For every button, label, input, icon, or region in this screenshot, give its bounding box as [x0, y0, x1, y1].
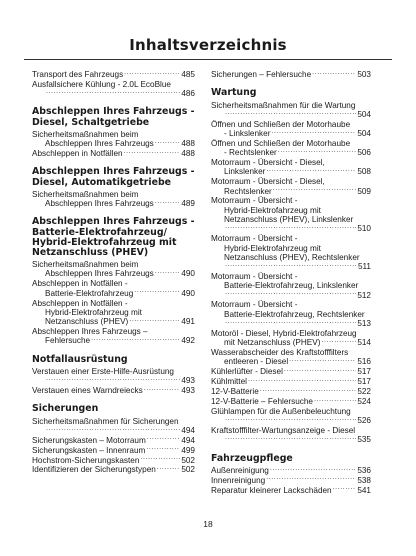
toc-entry: [211, 486, 371, 495]
entry-page-number: 517: [357, 367, 371, 377]
entry-line: [32, 199, 195, 208]
toc-entry: [32, 386, 195, 395]
toc-entry: [211, 407, 371, 426]
entry-page-number: 536: [357, 465, 371, 475]
entry-text: Rechtslenker: [224, 186, 272, 196]
toc-entry: [211, 397, 371, 406]
entry-text: Motorraum - Übersicht -: [211, 272, 298, 281]
entry-page-number: 491: [181, 317, 195, 327]
entry-line: [32, 465, 195, 474]
entry-text: Identifizieren der Sicherungstypen: [32, 465, 156, 475]
entry-page-number: 512: [357, 290, 371, 300]
dot-leader: [144, 386, 181, 393]
toc-entry: [211, 377, 371, 386]
entry-page-number: 494: [181, 425, 195, 435]
toc-section: [32, 404, 195, 474]
entry-line: [211, 435, 371, 444]
entry-text: Sicherheitsmaßnahmen beim: [32, 129, 139, 139]
dot-leader: [271, 129, 356, 136]
entry-text: Abschleppen in Notfällen -: [32, 279, 128, 289]
entry-text: Sicherheitsmaßnahmen beim: [32, 189, 139, 199]
toc-column-right: [211, 70, 371, 496]
dot-leader: [155, 139, 181, 146]
entry-page-number: 490: [181, 288, 195, 298]
toc-entry: [32, 260, 195, 279]
toc-entry: [32, 465, 195, 474]
entry-text: Innenreinigung: [211, 475, 266, 485]
entry-text: entleeren - Diesel: [224, 357, 289, 367]
entry-text: 12-V-Batterie – Fehlersuche: [211, 397, 313, 407]
entry-text: Abschleppen Ihres Fahrzeugs: [45, 269, 154, 279]
dot-leader: [314, 397, 356, 404]
entry-text: Sicherungskasten – Innenraum: [32, 445, 146, 455]
toc-entry: [32, 70, 195, 79]
toc-entry: [211, 101, 371, 120]
toc-entry: [211, 196, 371, 233]
dot-leader: [266, 476, 356, 483]
toc-entry: [211, 367, 371, 376]
entry-page-number: 516: [357, 357, 371, 367]
dot-leader: [155, 269, 181, 276]
entry-line: [32, 149, 195, 158]
dot-leader: [289, 357, 356, 364]
entry-line: [32, 336, 195, 345]
entry-line: [211, 187, 371, 196]
title-divider: [24, 59, 392, 60]
entry-line: [211, 367, 371, 376]
dot-leader: [270, 466, 357, 473]
entry-line: [211, 357, 371, 366]
entry-text: Motorraum - Übersicht -: [211, 196, 298, 206]
entry-text: Sicherheitsmaßnahmen beim: [32, 260, 139, 270]
dot-leader: [46, 89, 180, 96]
toc-section: [211, 88, 371, 444]
entry-line: [211, 387, 371, 396]
dot-leader: [155, 199, 181, 206]
entry-page-number: 486: [181, 89, 195, 99]
dot-leader: [146, 446, 180, 453]
entry-page-number: 508: [357, 167, 371, 177]
dot-leader: [225, 319, 356, 326]
entry-line: [32, 426, 195, 435]
toc-entry: [211, 348, 371, 367]
entry-page-number: 538: [357, 475, 371, 485]
entry-page-number: 510: [357, 224, 371, 234]
toc-entry: [32, 190, 195, 209]
page-title: Inhaltsverzeichnis: [129, 36, 287, 54]
dot-leader: [225, 224, 356, 231]
dot-leader: [260, 387, 357, 394]
entry-text: - Rechtslenker: [224, 148, 277, 158]
toc-entry: [211, 272, 371, 300]
dot-leader: [266, 167, 356, 174]
entry-line: [32, 376, 195, 385]
toc-entry: [211, 300, 371, 328]
entry-line: [211, 338, 371, 347]
dot-leader: [124, 70, 180, 77]
entry-line: [211, 148, 371, 157]
page-number: 18: [203, 519, 213, 529]
entry-page-number: 493: [181, 386, 195, 396]
toc-entry: [32, 299, 195, 327]
entry-text: Sicherheitsmaßnahmen für Sicherungen: [32, 416, 179, 426]
dot-leader: [124, 149, 181, 156]
dot-leader: [134, 289, 180, 296]
entry-page-number: 492: [181, 336, 195, 346]
toc-entry: [32, 149, 195, 158]
toc-entry: [211, 120, 371, 139]
toc-entry: [211, 70, 371, 79]
entry-text: Kraftstofffilter-Wartungsanzeige - Diesel: [211, 426, 356, 436]
entry-text: Transport des Fahrzeugs: [32, 70, 124, 79]
entry-line: [32, 289, 195, 298]
entry-line: [32, 317, 195, 326]
entry-text: Motorraum - Übersicht -: [211, 234, 298, 244]
entry-text: Sicherheitsmaßnahmen für die Wartung: [211, 100, 356, 110]
entry-text: Reparatur kleinerer Lackschäden: [211, 485, 332, 495]
dot-leader: [140, 456, 180, 463]
entry-line: [211, 70, 371, 79]
entry-line: [211, 397, 371, 406]
entry-page-number: 535: [357, 435, 371, 445]
entry-page-number: 488: [181, 139, 195, 149]
dot-leader: [129, 317, 180, 324]
entry-page-number: 489: [181, 199, 195, 209]
dot-leader: [248, 377, 356, 384]
entry-text: Öffnen und Schließen der Motorhaube: [211, 119, 351, 129]
entry-page-number: 502: [181, 465, 195, 475]
entry-line: [211, 110, 371, 119]
entry-text: Linkslenker: [224, 167, 266, 177]
toc-entry: [211, 234, 371, 271]
entry-text: Sicherungen – Fehlersuche: [211, 70, 312, 79]
entry-page-number: 506: [357, 148, 371, 158]
dot-leader: [91, 336, 180, 343]
entry-page-number: 494: [181, 435, 195, 445]
entry-page-number: 502: [181, 455, 195, 465]
dot-leader: [147, 436, 181, 443]
entry-line: [211, 476, 371, 485]
dot-leader: [46, 376, 180, 383]
toc-column-left: [32, 70, 195, 475]
dot-leader: [284, 367, 356, 374]
entry-page-number: 514: [357, 338, 371, 348]
entry-text: Außenreinigung: [211, 465, 269, 475]
entry-page-number: 522: [357, 387, 371, 397]
toc-entry: [32, 80, 195, 99]
dot-leader: [312, 70, 356, 77]
entry-page-number: 490: [181, 269, 195, 279]
section-heading: Fahrzeugpflege: [211, 452, 293, 464]
entry-page-number: 485: [181, 70, 195, 79]
dot-leader: [225, 262, 357, 269]
entry-page-number: 493: [181, 376, 195, 386]
toc-entry: [211, 466, 371, 475]
entry-page-number: 509: [357, 186, 371, 196]
toc-entry: [32, 367, 195, 386]
entry-text: Motorraum - Übersicht -: [211, 300, 298, 310]
entry-page-number: 524: [357, 397, 371, 407]
entry-page-number: 503: [357, 70, 371, 79]
entry-line: [211, 486, 371, 495]
entry-line: [32, 139, 195, 148]
toc-entry: [32, 436, 195, 445]
dot-leader: [321, 338, 356, 345]
entry-text: Motorraum - Übersicht - Diesel,: [211, 158, 325, 168]
entry-line: [211, 167, 371, 176]
entry-text: Abschleppen Ihres Fahrzeugs –: [32, 327, 148, 337]
toc-entry: [211, 426, 371, 445]
dot-leader: [46, 426, 180, 433]
entry-text: Abschleppen Ihres Fahrzeugs: [45, 139, 154, 149]
dot-leader: [333, 486, 357, 493]
entry-line: [32, 89, 195, 98]
toc-section: [211, 454, 371, 495]
entry-text: Verstauen eines Warndreiecks: [32, 386, 143, 396]
toc-entry: [32, 130, 195, 149]
entry-page-number: 517: [357, 377, 371, 387]
toc-section: [211, 70, 371, 79]
dot-leader: [278, 148, 357, 155]
toc-section: [32, 355, 195, 396]
toc-entry: [211, 329, 371, 348]
toc-entry: [32, 327, 195, 346]
entry-text: Netzanschluss (PHEV), Linkslenker: [224, 215, 354, 225]
entry-text: Hybrid-Elektrofahrzeug mit: [224, 243, 321, 253]
entry-text: Abschleppen in Notfällen: [32, 149, 123, 159]
entry-line: [32, 70, 195, 79]
entry-text: Batterie-Elektrofahrzeug, Linkslenker: [224, 281, 359, 291]
dot-leader: [225, 110, 356, 117]
entry-text: Abschleppen in Notfällen -: [32, 298, 128, 308]
entry-line: [32, 436, 195, 445]
section-heading: Abschleppen Ihres Fahrzeugs - Diesel, Automatikgetriebe: [32, 166, 195, 188]
entry-page-number: 488: [181, 149, 195, 159]
dot-leader: [273, 187, 357, 194]
entry-line: [211, 291, 371, 300]
entry-text: mit Netzanschluss (PHEV): [224, 338, 321, 348]
section-heading: Abschleppen Ihres Fahrzeugs - Diesel, Schaltgetriebe: [32, 106, 195, 128]
section-heading: Sicherungen: [32, 403, 99, 415]
section-heading: Abschleppen Ihres Fahrzeugs - Batterie-Elektrofahrzeug/ Hybrid-Elektrofahrzeug mit Netzanschluss (PHEV): [32, 216, 195, 258]
entry-text: 12-V-Batterie: [211, 387, 259, 397]
entry-line: [211, 262, 371, 271]
entry-text: - Linkslenker: [224, 128, 271, 138]
entry-text: Netzanschluss (PHEV), Rechtslenker: [224, 252, 360, 262]
entry-page-number: 526: [357, 416, 371, 426]
entry-text: Sicherungskasten – Motorraum: [32, 435, 146, 445]
toc-entry: [211, 387, 371, 396]
entry-line: [32, 269, 195, 278]
toc-entry: [32, 456, 195, 465]
entry-text: Wasserabscheider des Kraftstofffilters: [211, 348, 349, 358]
entry-text: Motorraum - Übersicht - Diesel,: [211, 177, 325, 187]
toc-section: [32, 217, 195, 345]
toc-entry: [211, 158, 371, 177]
entry-text: Ausfallsichere Kühlung - 2.0L EcoBlue: [32, 79, 171, 89]
toc-entry: [211, 139, 371, 158]
entry-text: Batterie-Elektrofahrzeug, Rechtslenker: [224, 309, 365, 319]
entry-text: Glühlampen für die Außenbeleuchtung: [211, 406, 351, 416]
dot-leader: [157, 465, 181, 472]
toc-section: [32, 107, 195, 158]
entry-text: Abschleppen Ihres Fahrzeugs: [45, 199, 154, 209]
entry-text: Verstauen einer Erste-Hilfe-Ausrüstung: [32, 366, 174, 376]
entry-text: Hybrid-Elektrofahrzeug mit: [224, 205, 321, 215]
entry-text: Netzanschluss (PHEV): [45, 317, 129, 327]
toc-entry: [211, 177, 371, 196]
entry-line: [211, 319, 371, 328]
entry-page-number: 511: [357, 262, 371, 272]
entry-line: [32, 386, 195, 395]
dot-leader: [225, 435, 356, 442]
entry-page-number: 499: [181, 445, 195, 455]
entry-text: Kühlerlüfter - Diesel: [211, 367, 283, 377]
entry-text: Hochstrom-Sicherungskasten: [32, 455, 140, 465]
toc-section: [32, 167, 195, 208]
entry-line: [211, 377, 371, 386]
entry-text: Fehlersuche: [45, 336, 91, 346]
entry-line: [211, 466, 371, 475]
dot-leader: [225, 291, 356, 298]
entry-page-number: 541: [357, 485, 371, 495]
toc-entry: [32, 417, 195, 436]
entry-line: [32, 446, 195, 455]
entry-page-number: 504: [357, 109, 371, 119]
toc-entry: [32, 279, 195, 298]
entry-page-number: 513: [357, 319, 371, 329]
toc-entry: [211, 476, 371, 485]
entry-text: Motoröl - Diesel, Hybrid-Elektrofahrzeug: [211, 328, 357, 338]
entry-text: Kühlmittel: [211, 377, 247, 387]
toc-entry: [32, 446, 195, 455]
entry-text: Batterie-Elektrofahrzeug: [45, 288, 134, 298]
section-heading: Notfallausrüstung: [32, 353, 128, 365]
entry-line: [211, 224, 371, 233]
toc-section: [32, 70, 195, 98]
entry-line: [32, 456, 195, 465]
entry-text: Öffnen und Schließen der Motorhaube: [211, 138, 351, 148]
dot-leader: [225, 416, 356, 423]
entry-line: [211, 416, 371, 425]
entry-line: [211, 129, 371, 138]
section-heading: Wartung: [211, 87, 257, 99]
entry-text: Hybrid-Elektrofahrzeug mit: [45, 307, 142, 317]
entry-page-number: 504: [357, 128, 371, 138]
